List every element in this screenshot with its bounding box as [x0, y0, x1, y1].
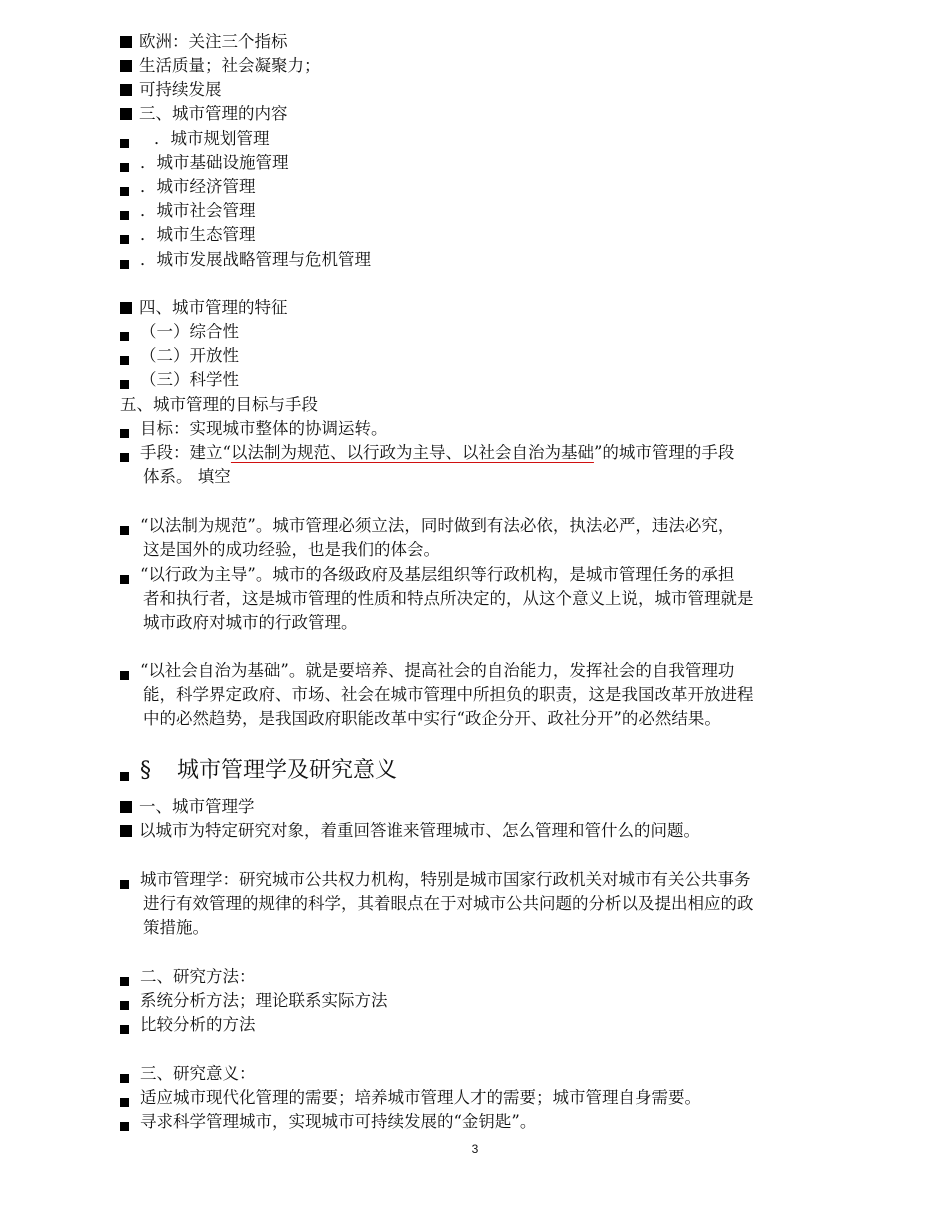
section-heading: 五、城市管理的目标与手段: [120, 395, 318, 414]
bullet-icon: [120, 575, 129, 584]
paragraph: “以行政为主导”。城市的各级政府及基层组织等行政机构，是城市管理任务的承担: [120, 563, 734, 587]
bullet-icon: [120, 36, 132, 48]
bullet-icon: [120, 235, 129, 244]
bullet-icon: [120, 453, 129, 462]
list-item: 一、城市管理学: [120, 795, 255, 819]
bullet-icon: [120, 429, 129, 438]
list-item: 比较分析的方法: [120, 1013, 256, 1037]
paragraph-line: 者和执行者，这是城市管理的性质和特点所决定的，从这个意义上说，城市管理就是: [143, 589, 754, 608]
bullet-icon: [120, 977, 129, 986]
bullet-icon: [120, 825, 132, 837]
list-item: （二）开放性: [120, 344, 239, 368]
bullet-icon: [120, 332, 129, 341]
paragraph: 城市管理学：研究城市公共权力机构，特别是城市国家行政机关对城市有关公共事务: [120, 868, 751, 892]
bullet-icon: [120, 772, 129, 781]
list-item: 系统分析方法；理论联系实际方法: [120, 989, 388, 1013]
list-item: ．城市社会管理: [120, 199, 256, 223]
list-item: ．城市生态管理: [120, 223, 256, 247]
bullet-icon: [120, 801, 132, 813]
bullet-icon: [120, 163, 129, 172]
list-item: 三、城市管理的内容: [120, 102, 288, 126]
list-item: 以城市为特定研究对象，着重回答谁来管理城市、怎么管理和管什么的问题。: [120, 819, 700, 843]
list-item: ．城市规划管理: [120, 127, 270, 151]
bullet-icon: [120, 260, 129, 269]
paragraph: “以法制为规范”。城市管理必须立法，同时做到有法必依，执法必严，违法必究，: [120, 514, 734, 538]
list-item: 适应城市现代化管理的需要；培养城市管理人才的需要；城市管理自身需要。: [120, 1086, 701, 1110]
page-number: 3: [471, 1142, 479, 1156]
bullet-icon: [120, 108, 132, 120]
list-item: 可持续发展: [120, 78, 222, 102]
bullet-icon: [120, 356, 129, 365]
bullet-icon: [120, 1122, 129, 1131]
list-item: 二、研究方法：: [120, 965, 256, 989]
bullet-icon: [120, 211, 129, 220]
bullet-icon: [120, 1025, 129, 1034]
list-item: 四、城市管理的特征: [120, 296, 288, 320]
bullet-icon: [120, 380, 129, 389]
bullet-icon: [120, 187, 129, 196]
list-item: （一）综合性: [120, 320, 239, 344]
underlined-phrase: 以法制为规范、以行政为主导、以社会自治为基础: [230, 443, 594, 462]
list-item: 手段：建立“以法制为规范、以行政为主导、以社会自治为基础”的城市管理的手段: [120, 441, 734, 465]
list-item: 目标：实现城市整体的协调运转。: [120, 417, 388, 441]
list-item: 欧洲：关注三个指标: [120, 30, 288, 54]
list-item: ．城市发展战略管理与危机管理: [120, 248, 371, 272]
bullet-icon: [120, 84, 132, 96]
section-title: § 城市管理学及研究意义: [120, 759, 397, 783]
paragraph-line: 中的必然趋势，是我国政府职能改革中实行“政企分开、政社分开”的必然结果。: [143, 709, 721, 728]
list-item: 生活质量；社会凝聚力；: [120, 54, 321, 78]
paragraph-line: 进行有效管理的规律的科学，其着眼点在于对城市公共问题的分析以及提出相应的政: [143, 894, 754, 913]
list-item: ．城市基础设施管理: [120, 151, 289, 175]
bullet-icon: [120, 671, 129, 680]
list-item: 三、研究意义：: [120, 1062, 256, 1086]
bullet-icon: [120, 302, 132, 314]
bullet-icon: [120, 1098, 129, 1107]
list-item-continuation: 体系。 填空: [143, 467, 231, 486]
paragraph: “以社会自治为基础”。就是要培养、提高社会的自治能力，发挥社会的自我管理功: [120, 659, 734, 683]
bullet-icon: [120, 1001, 129, 1010]
list-item: 寻求科学管理城市，实现城市可持续发展的“金钥匙”。: [120, 1110, 536, 1134]
list-item: ．城市经济管理: [120, 175, 256, 199]
bullet-icon: [120, 60, 132, 72]
paragraph-line: 城市政府对城市的行政管理。: [143, 613, 358, 632]
paragraph-line: 这是国外的成功经验，也是我们的体会。: [143, 540, 440, 559]
bullet-icon: [120, 139, 129, 148]
paragraph-line: 能，科学界定政府、市场、社会在城市管理中所担负的职责，这是我国改革开放进程: [143, 685, 754, 704]
bullet-icon: [120, 880, 129, 889]
paragraph-line: 策措施。: [143, 918, 209, 937]
bullet-icon: [120, 1074, 129, 1083]
list-item: （三）科学性: [120, 368, 239, 392]
bullet-icon: [120, 526, 129, 535]
